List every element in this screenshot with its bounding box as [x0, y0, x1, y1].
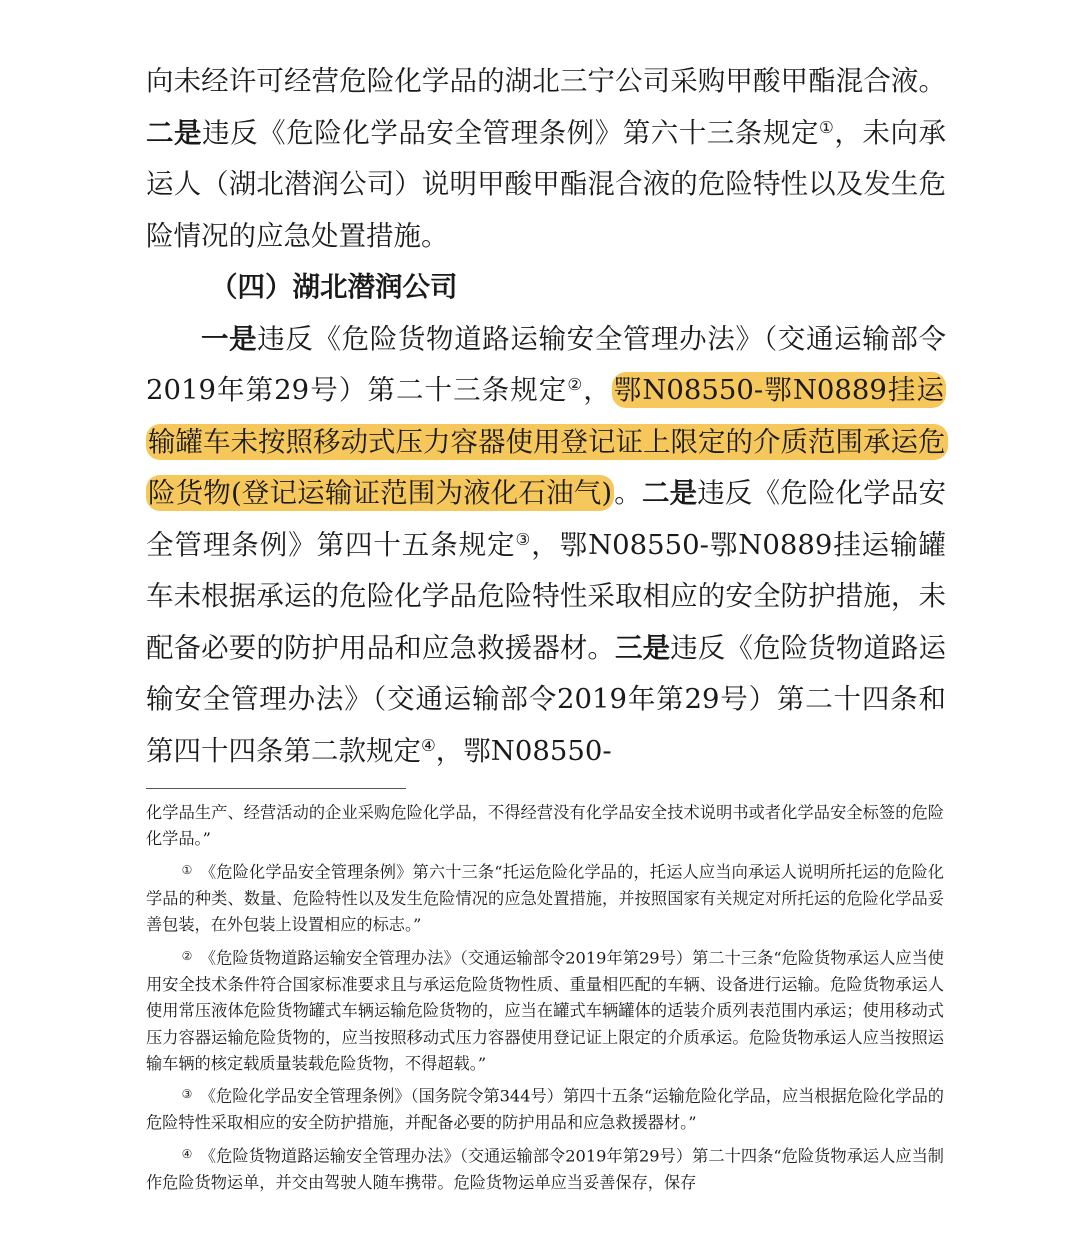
text-run: 。 [614, 477, 642, 509]
text-run: 违反《危险货物道路运输安全管理办法》（交通运输部令2019年第29号）第二十四条和第四十四条第二款规定 [146, 631, 947, 767]
footnote-mark: ④ [181, 1146, 193, 1161]
footnote-text: 《危险化学品安全管理条例》第六十三条“托运危险化学品的，托运人应当向承运人说明所托运的危险化学品的种类、数量、危险特性以及发生危险情况的应急处置措施，并按照国家有关规定对所托运的危险化学品妥善包装，在外包装上设置相应的标志。” [146, 862, 944, 935]
text-run: ，未向承运人（湖北潜润公司）说明甲酸甲酯混合液的危险特性以及发生危险情况的应急处置措施。 [146, 116, 947, 252]
footnote-ref[interactable]: ③ [515, 529, 532, 549]
footnote-ref[interactable]: ② [567, 374, 584, 394]
paragraph-qianrun [146, 314, 946, 778]
text-run: 向未经许可经营危险化学品的湖北三宁公司采购甲酸甲酯混合液。 [146, 65, 946, 97]
bold-marker: 二是 [146, 116, 203, 149]
text-run: 违反《危险化学品安全管理条例》第六十三条规定 [202, 116, 820, 149]
text-run: ， [583, 374, 612, 406]
footnote-ref[interactable]: ④ [421, 735, 436, 755]
bold-marker: 三是 [615, 631, 671, 664]
footnote-mark: ② [181, 948, 193, 963]
footnote-text: 《危险货物道路运输安全管理办法》（交通运输部令2019年第29号）第二十三条“危险货物承运人应当使用安全技术条件符合国家标准要求且与承运危险货物性质、重量相匹配的车辆、设备进行运输。危险货物承运人使用常压液体危险货物罐式车辆运输危险货物的，应当在罐式车辆罐体的适装介质列表范围内承运；使用移动式压力容器运输危险货物的，应当按照移动式压力容器使用登记证上限定的介质承运。危险货物承运人应当按照运输车辆的核定载质量装载危险货物，不得超载。” [146, 948, 944, 1073]
footnote-mark: ① [181, 862, 193, 877]
text-run: 违反《危险化学品安全管理条例》第四十五条规定 [146, 477, 946, 561]
section-heading: （四）湖北潜润公司 [210, 271, 458, 303]
bold-marker: 二是 [641, 477, 698, 509]
footnotes [146, 800, 944, 1196]
text-run: ，鄂N08550-鄂N0889挂运输罐车未根据承运的危险化学品危险特性采取相应的安全防护措施，未配备必要的防护用品和应急救援器材。 [146, 528, 947, 664]
paragraph-sanning [146, 56, 946, 262]
text-run: ，鄂N08550- [435, 734, 612, 767]
text-run: 违反《危险货物道路运输安全管理办法》（交通运输部令2019年第29号）第二十三条规定 [146, 322, 946, 406]
footnote-text: 《危险货物道路运输安全管理办法》（交通运输部令2019年第29号）第二十四条“危险货物承运人应当制作危险货物运单，并交由驾驶人随车携带。危险货物运单应当妥善保存，保存 [146, 1146, 944, 1192]
highlighted-text: 鄂N08550-鄂N0889挂运输罐车未按照移动式压力容器使用登记证上限定的介质范围承运危险货物(登记运输证范围为液化石油气) [148, 374, 946, 509]
footnote-mark: ③ [181, 1087, 193, 1102]
footnote-3 [146, 1081, 944, 1136]
footnote-divider [146, 788, 406, 789]
footnote-1 [146, 857, 944, 939]
main-text [146, 56, 946, 777]
bold-marker: 一是 [201, 322, 258, 355]
footnote-4 [146, 1141, 944, 1196]
footnote-2 [146, 943, 944, 1078]
footnote-continuation: 化学品生产、经营活动的企业采购危险化学品，不得经营没有化学品安全技术说明书或者化学品安全标签的危险化学品。” [146, 803, 944, 849]
footnote-ref[interactable]: ① [819, 117, 835, 137]
footnote-text: 《危险化学品安全管理条例》（国务院令第344号）第四十五条“运输危险化学品，应当根据危险化学品的危险特性采取相应的安全防护措施，并配备必要的防护用品和应急救援器材。” [146, 1086, 944, 1133]
